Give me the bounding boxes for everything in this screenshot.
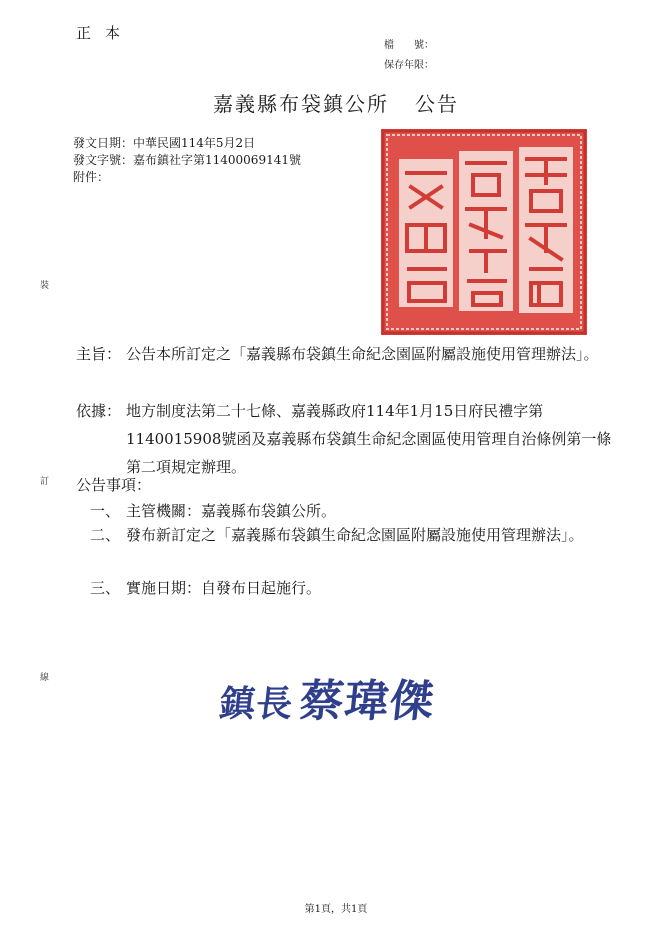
file-number-label: 檔 號： [384,40,434,51]
document-type: 公告 [415,92,459,116]
attachment-label: 附件： [73,170,110,184]
binding-mark-staple: 訂 [40,477,50,487]
notice-heading: 公告事項： [76,476,152,494]
subject-text: 公告本所訂定之「嘉義縣布袋鎮生命紀念園區附屬設施使用管理辦法」。 [126,345,599,363]
notice-item [90,574,616,602]
document-number: 發文字號：嘉布鎮社字第11400069141號 [73,153,301,167]
signature-name: 蔡瑋傑 [296,676,438,727]
page-title [0,88,672,117]
basis-text: 地方制度法第二十七條、嘉義縣政府114年1月15日府民禮字第1140015908號函及嘉義縣布袋鎮生命紀念園區使用管理自治條例第一條第二項規定辦理。 [126,402,612,476]
binding-mark-bind: 裝 [40,281,50,291]
issue-date: 發文日期：中華民國114年5月2日 [73,136,256,150]
notice-item-text: 主管機關：嘉義縣布袋鎮公所。 [126,502,337,520]
notice-item-number: 三、 [90,579,121,597]
retention-period-label: 保存年限： [384,60,434,71]
notice-item-text: 發布新訂定之「嘉義縣布袋鎮生命紀念園區附屬設施使用管理辦法」。 [126,526,584,544]
basis-heading: 依據： [76,402,122,420]
official-seal [381,129,587,335]
notice-item-number: 一、 [90,502,121,520]
agency-name: 嘉義縣布袋鎮公所 [213,92,389,116]
page-number: 第1頁，共1頁 [304,904,368,915]
subject-paragraph [76,340,636,368]
notice-item [90,521,616,549]
signature-title: 鎮長 [217,683,296,725]
subject-heading: 主旨： [76,345,122,363]
binding-mark-line: 線 [40,673,50,683]
notice-item-text: 實施日期：自發布日起施行。 [126,579,322,597]
copy-mark: 正本 [76,24,135,42]
mayor-signature [217,665,439,729]
notice-item-number: 二、 [90,526,121,544]
basis-paragraph [76,397,636,481]
